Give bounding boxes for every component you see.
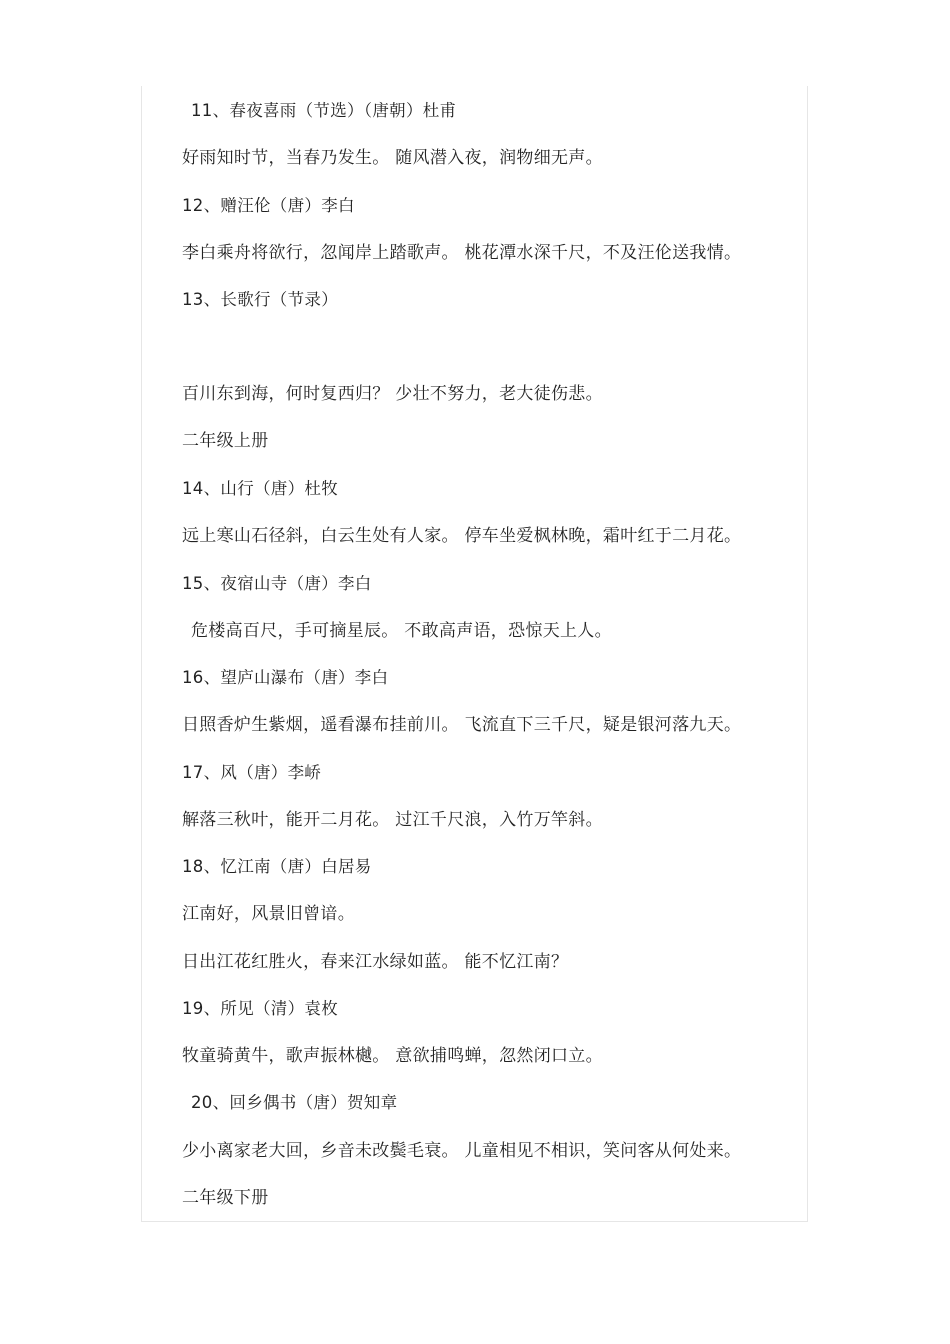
section-heading-grade2-vol1: 二年级上册 bbox=[182, 431, 269, 451]
poem-text-18-line1: 江南好，风景旧曾谙。 bbox=[182, 904, 355, 924]
poem-text-20: 少小离家老大回，乡音未改鬓毛衰。 儿童相见不相识，笑问客从何处来。 bbox=[182, 1141, 742, 1161]
poem-text-16: 日照香炉生紫烟，遥看瀑布挂前川。 飞流直下三千尺，疑是银河落九天。 bbox=[182, 715, 742, 735]
poem-text-14: 远上寒山石径斜，白云生处有人家。 停车坐爱枫林晚，霜叶红于二月花。 bbox=[182, 526, 742, 546]
poem-title-16: 16、望庐山瀑布（唐）李白 bbox=[182, 668, 389, 687]
poem-text-15: 危楼高百尺，手可摘星辰。 不敢高声语，恐惊天上人。 bbox=[191, 621, 612, 641]
poem-title-20: 20、回乡偶书（唐）贺知章 bbox=[191, 1093, 398, 1112]
poem-text-12: 李白乘舟将欲行，忽闻岸上踏歌声。 桃花潭水深千尺，不及汪伦送我情。 bbox=[182, 243, 742, 263]
poem-text-18-line2: 日出江花红胜火，春来江水绿如蓝。 能不忆江南？ bbox=[182, 952, 569, 972]
poem-text-17: 解落三秋叶，能开二月花。 过江千尺浪，入竹万竿斜。 bbox=[182, 810, 603, 830]
poem-text-11: 好雨知时节，当春乃发生。 随风潜入夜，润物细无声。 bbox=[182, 148, 603, 168]
poem-title-13: 13、长歌行（节录） bbox=[182, 290, 338, 309]
poem-text-19: 牧童骑黄牛，歌声振林樾。 意欲捕鸣蝉，忽然闭口立。 bbox=[182, 1046, 603, 1066]
poem-title-14: 14、山行（唐）杜牧 bbox=[182, 479, 338, 498]
poem-title-17: 17、风（唐）李峤 bbox=[182, 763, 322, 782]
poem-title-19: 19、所见（清）袁枚 bbox=[182, 999, 338, 1018]
poem-title-15: 15、夜宿山寺（唐）李白 bbox=[182, 574, 372, 593]
poem-text-13: 百川东到海，何时复西归？ 少壮不努力，老大徒伤悲。 bbox=[182, 384, 603, 404]
section-heading-grade2-vol2: 二年级下册 bbox=[182, 1188, 269, 1208]
poem-title-18: 18、忆江南（唐）白居易 bbox=[182, 857, 372, 876]
poem-title-12: 12、赠汪伦（唐）李白 bbox=[182, 196, 355, 215]
poem-title-11: 11、春夜喜雨（节选）（唐朝）杜甫 bbox=[191, 101, 457, 120]
